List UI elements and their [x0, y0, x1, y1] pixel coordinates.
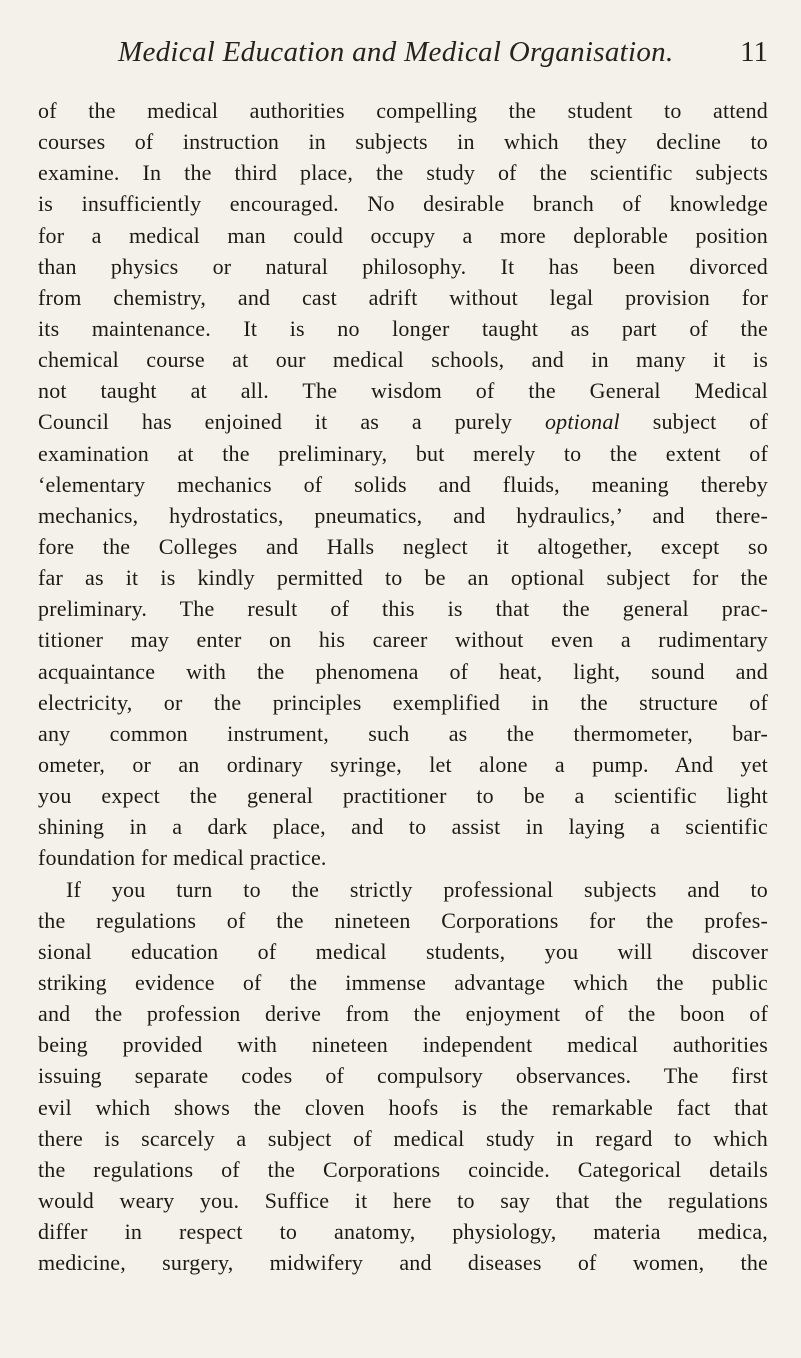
text-line: its maintenance. It is no longer taught as part of the: [38, 315, 768, 341]
text-line: being provided with nineteen independent medical authorities: [38, 1032, 768, 1058]
body-text: [38, 95, 768, 1278]
text-line: titioner may enter on his career without even a rudimentary: [38, 627, 768, 653]
text-line: ometer, or an ordinary syringe, let alone a pump. And yet: [38, 751, 768, 777]
text-line: and the profession derive from the enjoyment of the boon of: [38, 1001, 768, 1027]
text-line-paragraph-end: foundation for medical practice.: [38, 845, 327, 871]
running-title: Medical Education and Medical Organisation.: [118, 36, 674, 68]
text-line: differ in respect to anatomy, physiology, materia medica,: [38, 1219, 768, 1245]
text-line: preliminary. The result of this is that the general prac-: [38, 596, 768, 622]
text-line: from chemistry, and cast adrift without legal provision for: [38, 284, 768, 310]
text-segment: subject of: [619, 409, 768, 435]
text-line: ‘elementary mechanics of solids and fluids, meaning thereby: [38, 471, 768, 497]
text-line: electricity, or the principles exemplified in the structure of: [38, 689, 768, 715]
text-line: courses of instruction in subjects in which they decline to: [38, 129, 768, 155]
italic-word: optional: [544, 409, 620, 435]
text-line: shining in a dark place, and to assist in laying a scientific: [38, 814, 768, 840]
text-line: than physics or natural philosophy. It has been divorced: [38, 253, 768, 279]
text-line: any common instrument, such as the thermometer, bar-: [38, 720, 768, 746]
text-line: not taught at all. The wisdom of the General Medical: [38, 378, 768, 404]
text-line-with-italic: [38, 406, 768, 437]
text-line: striking evidence of the immense advantage which the public: [38, 969, 768, 995]
text-line: issuing separate codes of compulsory observances. The first: [38, 1063, 768, 1089]
text-line: sional education of medical students, you will discover: [38, 938, 768, 964]
text-line: there is scarcely a subject of medical study in regard to which: [38, 1125, 768, 1151]
text-line: acquaintance with the phenomena of heat, light, sound and: [38, 658, 768, 684]
text-line: would weary you. Suffice it here to say that the regulations: [38, 1187, 768, 1213]
text-line: evil which shows the cloven hoofs is the remarkable fact that: [38, 1094, 768, 1120]
text-line: the regulations of the Corporations coincide. Categorical details: [38, 1156, 768, 1182]
text-line: is insufficiently encouraged. No desirable branch of knowledge: [38, 191, 768, 217]
text-line-paragraph-start: If you turn to the strictly professional subjects and to: [66, 876, 768, 902]
text-line: chemical course at our medical schools, and in many it is: [38, 347, 768, 373]
running-header: [118, 36, 768, 76]
text-line: examination at the preliminary, but merely to the extent of: [38, 440, 768, 466]
text-line: mechanics, hydrostatics, pneumatics, and hydraulics,’ and there-: [38, 502, 768, 528]
text-line: the regulations of the nineteen Corporations for the profes-: [38, 907, 768, 933]
text-line: of the medical authorities compelling the student to attend: [38, 98, 768, 123]
text-line: examine. In the third place, the study of the scientific subjects: [38, 160, 768, 186]
text-line: medicine, surgery, midwifery and diseases of women, the: [38, 1250, 768, 1276]
text-line: fore the Colleges and Halls neglect it altogether, except so: [38, 533, 768, 559]
text-line: for a medical man could occupy a more deplorable position: [38, 222, 768, 248]
text-line: you expect the general practitioner to be a scientific light: [38, 783, 768, 809]
text-line: far as it is kindly permitted to be an optional subject for the: [38, 565, 768, 591]
page-number: 11: [740, 36, 768, 68]
text-segment: Council has enjoined it as a purely: [38, 409, 545, 435]
